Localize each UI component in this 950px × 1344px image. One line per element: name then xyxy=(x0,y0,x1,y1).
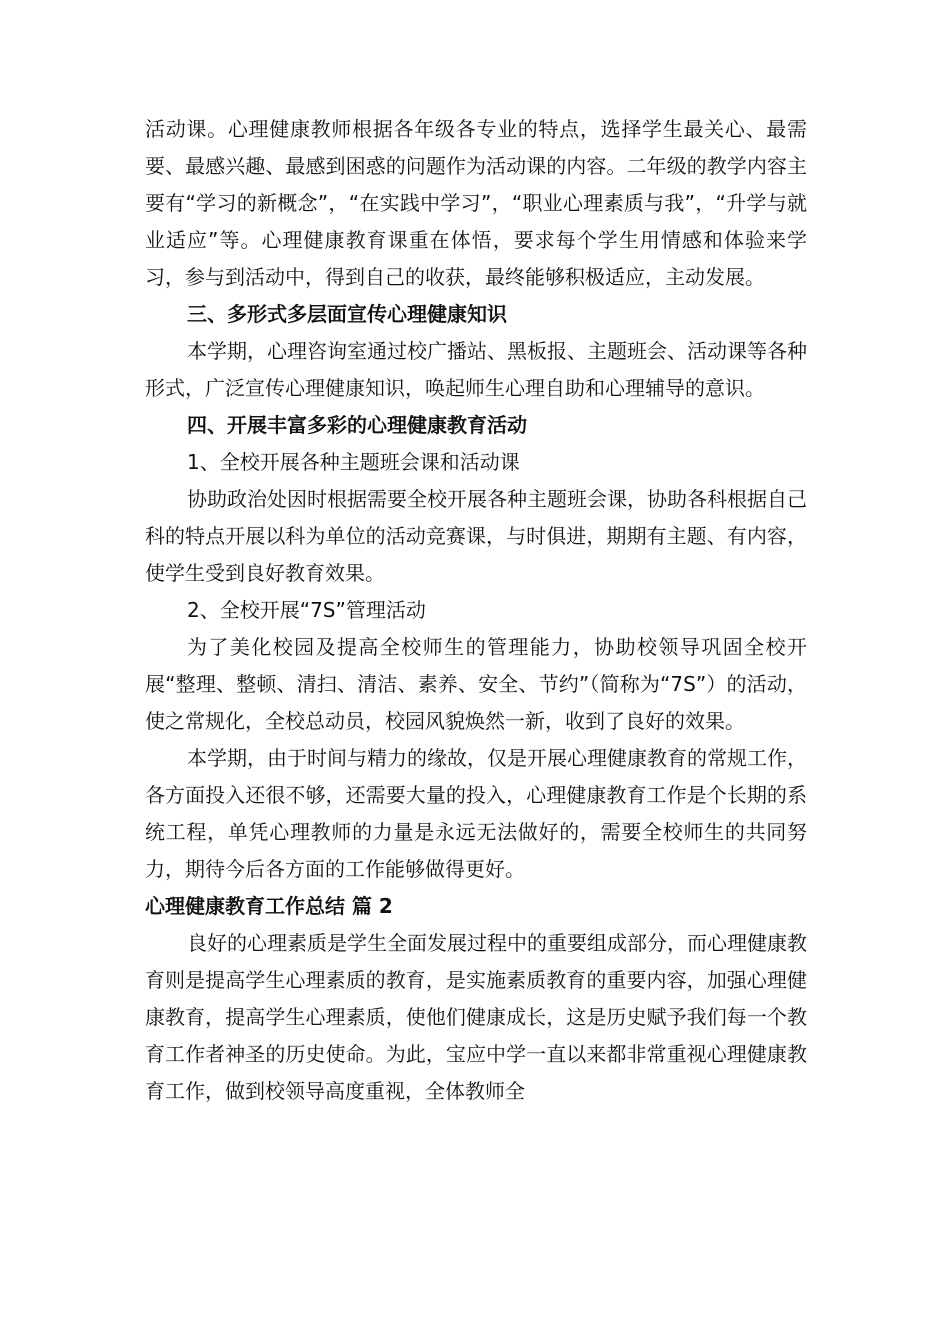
paragraph-7s: 为了美化校园及提高全校师生的管理能力，协助校领导巩固全校开展“整理、整顿、清扫、清洁、素养、安全、节约”（简称为“7S”）的活动，使之常规化，全校总动员，校园风貌焕然一新，收到了良好的效果。 xyxy=(145,635,807,733)
paragraph-class-meetings: 协助政治处因时根据需要全校开展各种主题班会课，协助各科根据自己科的特点开展以科为单位的活动竞赛课，与时俱进，期期有主题、有内容，使学生受到良好教育效果。 xyxy=(145,487,807,585)
paragraph-intro: 良好的心理素质是学生全面发展过程中的重要组成部分，而心理健康教育则是提高学生心理素质的教育，是实施素质教育的重要内容，加强心理健康教育，提高学生心理素质，使他们健康成长，这是历史赋予我们每一个教育工作者神圣的历史使命。为此，宝应中学一直以来都非常重视心理健康教育工作，做到校领导高度重视，全体教师全 xyxy=(145,931,807,1103)
article-title: 心理健康教育工作总结 篇 2 xyxy=(145,894,393,918)
document-page xyxy=(145,111,807,1110)
subheading-2: 2、全校开展“7S”管理活动 xyxy=(187,598,426,622)
paragraph-publicity: 本学期，心理咨询室通过校广播站、黑板报、主题班会、活动课等各种形式，广泛宣传心理健康知识，唤起师生心理自助和心理辅导的意识。 xyxy=(145,339,807,400)
subheading-1: 1、全校开展各种主题班会课和活动课 xyxy=(187,450,520,474)
section-heading-4: 四、开展丰富多彩的心理健康教育活动 xyxy=(187,413,527,437)
section-heading-3: 三、多形式多层面宣传心理健康知识 xyxy=(187,302,507,326)
paragraph-continued: 活动课。心理健康教师根据各年级各专业的特点，选择学生最关心、最需要、最感兴趣、最感到困惑的问题作为活动课的内容。二年级的教学内容主要有“学习的新概念”，“在实践中学习”，“职业心理素质与我”，“升学与就业适应”等。心理健康教育课重在体悟，要求每个学生用情感和体验来学习，参与到活动中，得到自己的收获，最终能够积极适应，主动发展。 xyxy=(145,117,807,289)
paragraph-summary: 本学期，由于时间与精力的缘故，仅是开展心理健康教育的常规工作，各方面投入还很不够，还需要大量的投入，心理健康教育工作是个长期的系统工程，单凭心理教师的力量是永远无法做好的，需要全校师生的共同努力，期待今后各方面的工作能够做得更好。 xyxy=(145,746,807,881)
